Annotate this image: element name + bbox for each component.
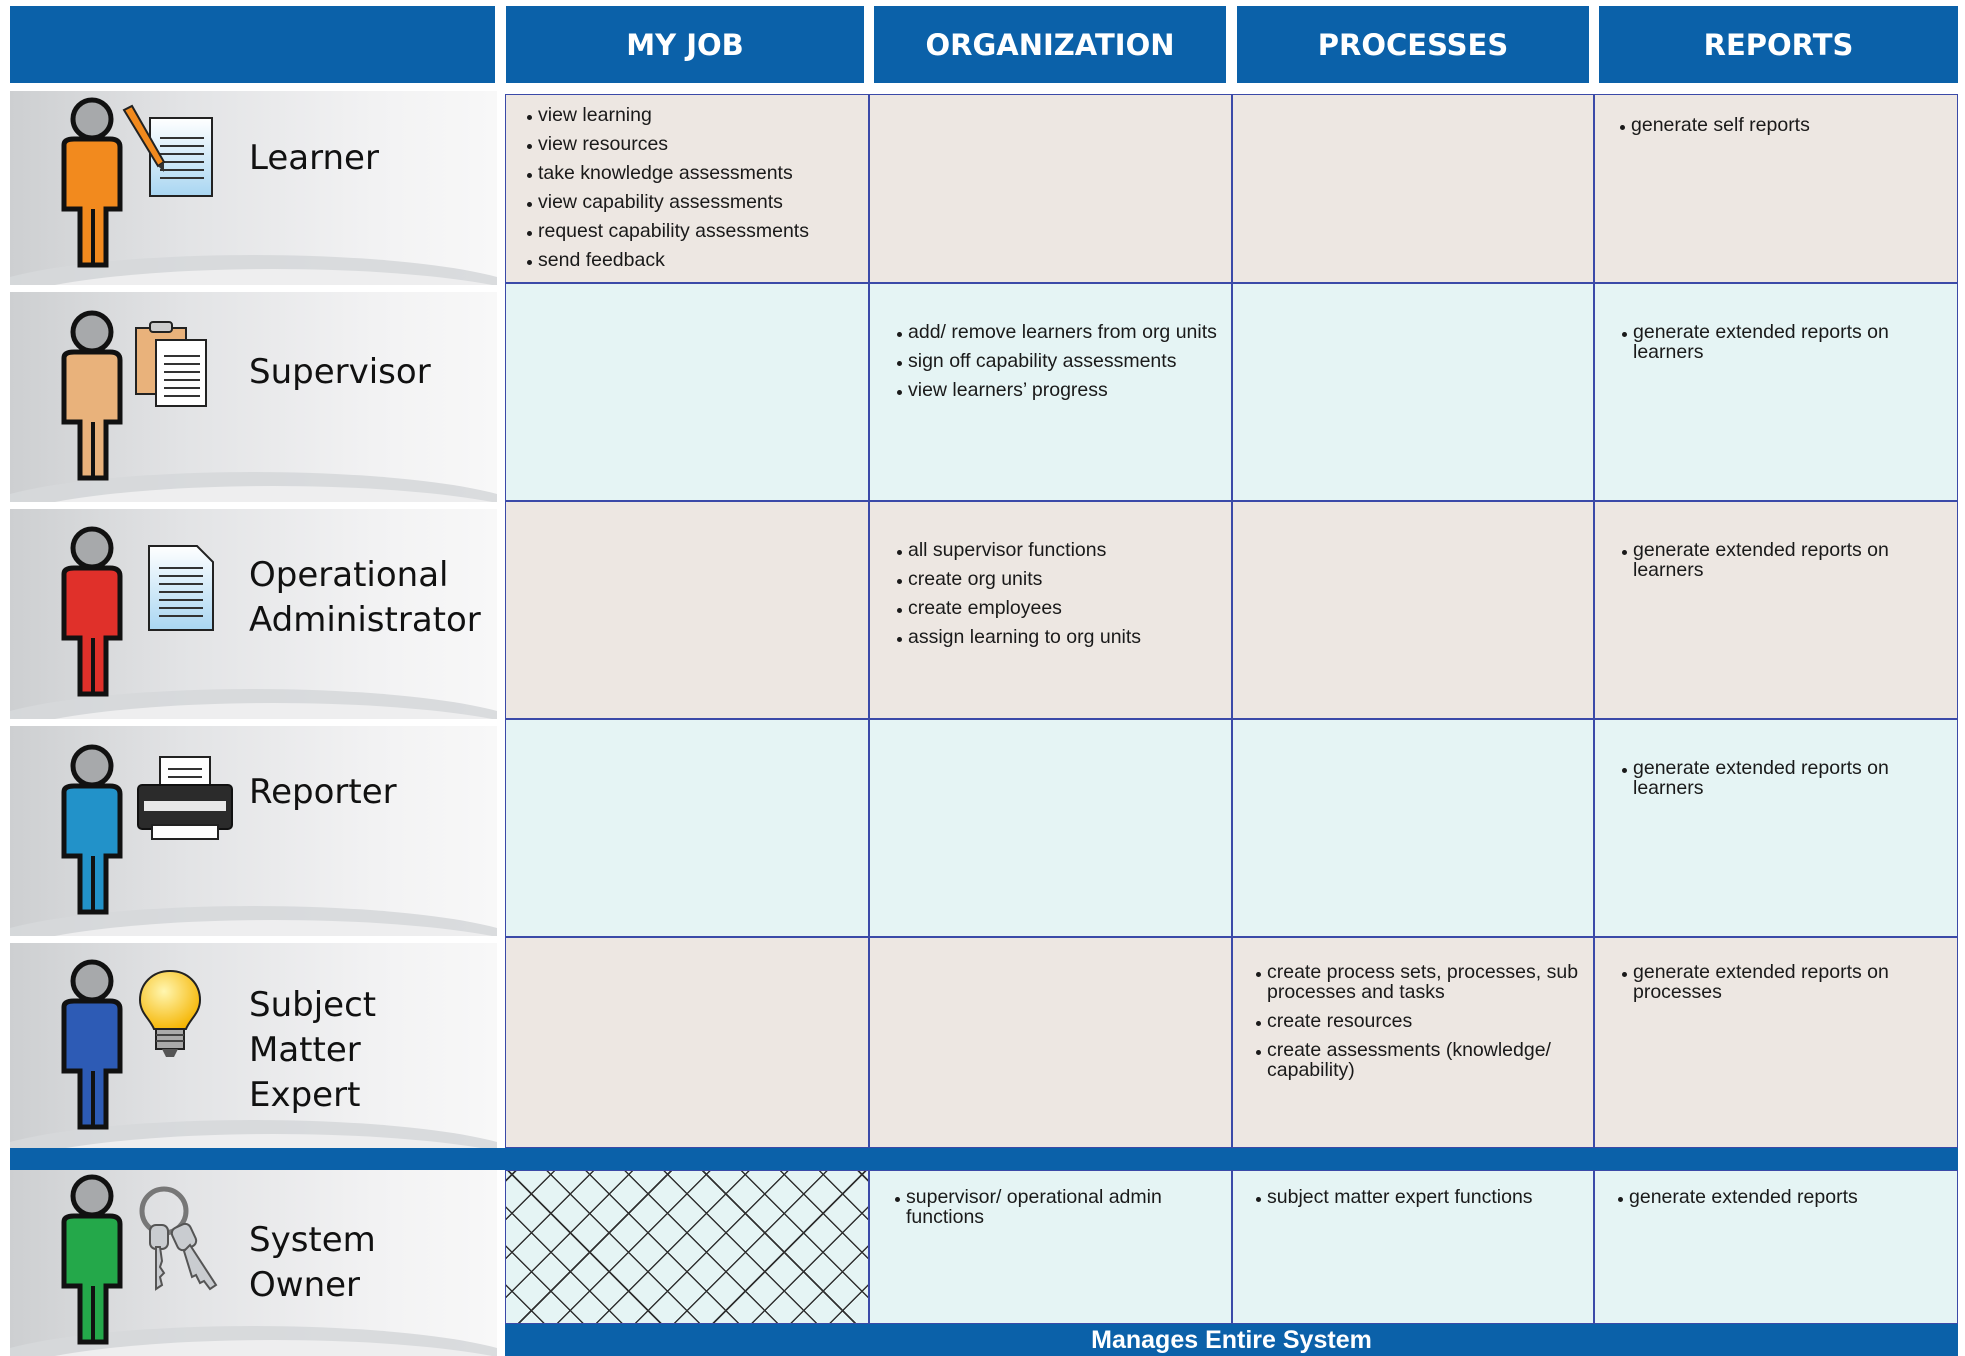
cell-operational-administrator-reports: [1594, 501, 1958, 719]
permission-item: add/ remove learners from org units: [896, 322, 1219, 342]
cell-supervisor-my-job: [505, 283, 869, 501]
cell-learner-organization: [869, 94, 1232, 283]
column-header-organization: ORGANIZATION: [874, 6, 1226, 83]
role-name: Reporter: [249, 772, 397, 812]
permission-item: generate extended reports: [1617, 1187, 1945, 1207]
person-blue-icon: [50, 959, 132, 1131]
role-name: Operational Administrator: [249, 555, 481, 640]
person-light-blue-icon: [50, 744, 132, 916]
document-icon: [147, 544, 215, 632]
cell-supervisor-organization: [869, 283, 1232, 501]
cell-subject-matter-expert-processes: [1232, 937, 1594, 1148]
permission-item: generate extended reports on learners: [1621, 540, 1945, 580]
role-name: Subject Matter Expert: [249, 985, 377, 1115]
permission-item: assign learning to org units: [896, 627, 1219, 647]
person-tan-icon: [50, 310, 132, 482]
role-name: System Owner: [249, 1220, 376, 1305]
hatched-cell-not-applicable: [505, 1170, 869, 1324]
header-blank: [10, 6, 495, 83]
permission-item: create org units: [896, 569, 1219, 589]
permission-item: generate extended reports on processes: [1621, 962, 1945, 1002]
permission-list: [896, 322, 1219, 400]
permission-list: [1621, 962, 1945, 1002]
permission-item: supervisor/ operational admin functions: [894, 1187, 1219, 1227]
permission-item: generate self reports: [1619, 115, 1945, 135]
permission-list: [1617, 1187, 1945, 1207]
permission-item: view resources: [526, 134, 856, 154]
printer-icon: [136, 755, 234, 843]
cell-operational-administrator-organization: [869, 501, 1232, 719]
column-header-reports: REPORTS: [1599, 6, 1958, 83]
cell-operational-administrator-my-job: [505, 501, 869, 719]
keys-icon: [130, 1185, 226, 1295]
permission-item: send feedback: [526, 250, 856, 270]
manages-entire-system-bar: Manages Entire System: [505, 1324, 1958, 1356]
permission-item: create employees: [896, 598, 1219, 618]
permission-item: take knowledge assessments: [526, 163, 856, 183]
permission-list: [1255, 1187, 1581, 1207]
permission-list: [1621, 540, 1945, 580]
cell-subject-matter-expert-reports: [1594, 937, 1958, 1148]
permission-list: [1619, 115, 1945, 135]
cell-reporter-my-job: [505, 719, 869, 937]
cell-reporter-organization: [869, 719, 1232, 937]
person-green-icon: [50, 1174, 132, 1346]
cell-reporter-processes: [1232, 719, 1594, 937]
role-name: Supervisor: [249, 352, 431, 392]
permission-item: create assessments (knowledge/ capability): [1255, 1040, 1581, 1080]
cell-system-owner-reports: [1594, 1170, 1958, 1324]
cell-learner-my-job: [505, 94, 869, 283]
permission-list: [896, 540, 1219, 647]
cell-operational-administrator-processes: [1232, 501, 1594, 719]
permission-list: [1621, 322, 1945, 362]
column-header-processes: PROCESSES: [1237, 6, 1589, 83]
person-red-icon: [50, 526, 132, 698]
role-name: Learner: [249, 138, 379, 178]
cell-system-owner-organization: [869, 1170, 1232, 1324]
divider-band: [10, 1148, 1958, 1170]
permission-item: generate extended reports on learners: [1621, 322, 1945, 362]
permission-list: [1255, 962, 1581, 1080]
permission-item: view capability assessments: [526, 192, 856, 212]
permission-list: [894, 1187, 1219, 1227]
permission-item: create resources: [1255, 1011, 1581, 1031]
clipboard-documents-icon: [134, 320, 210, 412]
permission-item: view learning: [526, 105, 856, 125]
cell-supervisor-reports: [1594, 283, 1958, 501]
lightbulb-icon: [138, 969, 202, 1061]
column-header-my-job: MY JOB: [506, 6, 864, 83]
permission-item: all supervisor functions: [896, 540, 1219, 560]
document-pencil-icon: [120, 104, 216, 200]
cell-system-owner-processes: [1232, 1170, 1594, 1324]
cell-reporter-reports: [1594, 719, 1958, 937]
cell-learner-reports: [1594, 94, 1958, 283]
permission-list: [526, 105, 856, 270]
permission-item: view learners’ progress: [896, 380, 1219, 400]
permission-item: request capability assessments: [526, 221, 856, 241]
cell-subject-matter-expert-organization: [869, 937, 1232, 1148]
cell-supervisor-processes: [1232, 283, 1594, 501]
permission-item: sign off capability assessments: [896, 351, 1219, 371]
cell-learner-processes: [1232, 94, 1594, 283]
permission-item: generate extended reports on learners: [1621, 758, 1945, 798]
permission-list: [1621, 758, 1945, 798]
permission-item: subject matter expert functions: [1255, 1187, 1581, 1207]
permission-item: create process sets, processes, sub processes and tasks: [1255, 962, 1581, 1002]
cell-subject-matter-expert-my-job: [505, 937, 869, 1148]
